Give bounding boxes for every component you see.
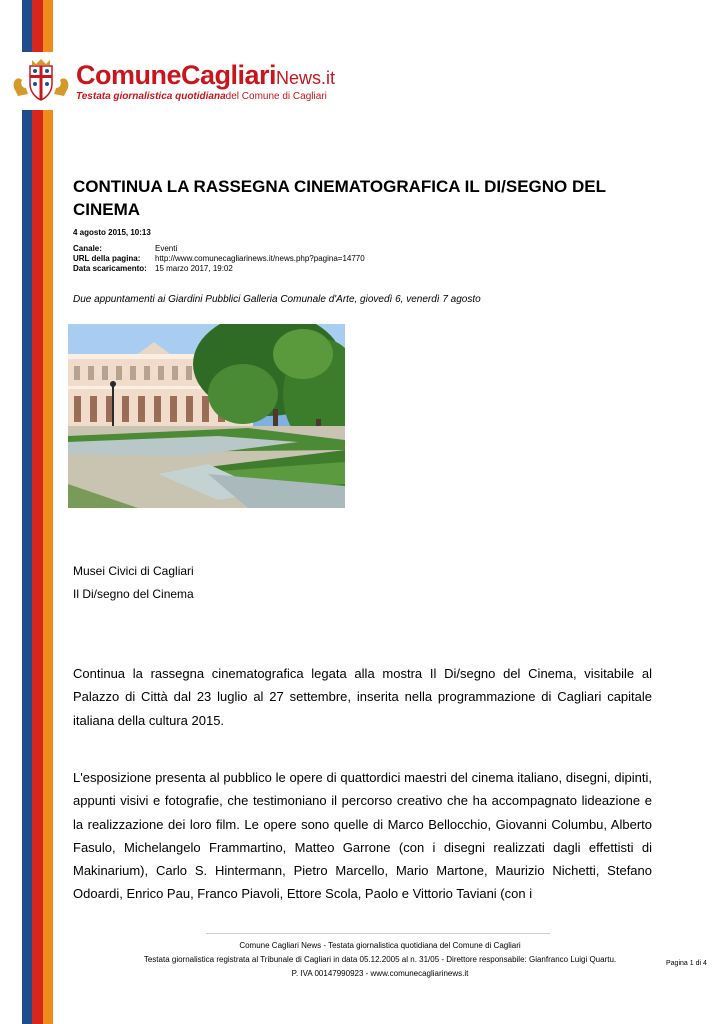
meta-url-link[interactable]: http://www.comunecagliarinews.it/news.php?pagina=14770 — [155, 254, 365, 263]
meta-label: Canale: — [73, 244, 102, 253]
logo-tagline-tail: del Comune di Cagliari — [225, 91, 327, 102]
stripe-orange — [43, 0, 53, 1024]
article-title: CONTINUA LA RASSEGNA CINEMATOGRAFICA IL DI/SEGNO DEL CINEMA — [73, 177, 606, 219]
page-number: Pagina 1 di 4 — [666, 960, 707, 967]
article-paragraph: L'esposizione presenta al pubblico le opere di quattordici maestri del cinema italiano, disegni, dipinti, appunti visivi e fotografie, che testimoniano il percorso creativo che ha accompagnato lideazione e la realizzazione dei loro film. Le opere sono quelle di Marco Bellocchio, Giovanni Columbu, Alberto Fasulo, Michelangelo Frammartino, Matteo Garrone (con i disegni realizzati dagli effettisti di Makinarium), Carlo S. Hintermann, Pietro Marcello, Mario Martone, Maurizio Nichetti, Stefano Odoardi, Enrico Pau, Franco Piavoli, Ettore Scola, Paolo e Vittorio Taviani (con i — [73, 770, 652, 902]
meta-label: URL della pagina: — [73, 254, 141, 263]
logo-wordmark — [76, 60, 335, 93]
meta-value: 15 marzo 2017, 19:02 — [155, 264, 233, 273]
meta-value: Eventi — [155, 244, 178, 253]
article-meta — [73, 244, 365, 274]
intro-line: Musei Civici di Cagliari — [73, 564, 194, 578]
meta-row-canale — [73, 244, 365, 254]
footer-divider — [206, 933, 550, 934]
article-date: 4 agosto 2015, 10:13 — [73, 228, 151, 237]
stripe-red — [32, 0, 43, 1024]
meta-row-url — [73, 254, 365, 264]
logo-tagline — [76, 91, 327, 102]
meta-label: Data scaricamento: — [73, 264, 147, 273]
footer-line: Comune Cagliari News - Testata giornalistica quotidiana del Comune di Cagliari — [239, 941, 521, 950]
meta-row-download-date — [73, 264, 365, 274]
stripe-blue — [22, 0, 32, 1024]
site-logo[interactable] — [10, 58, 336, 106]
page-footer — [110, 939, 650, 981]
footer-line: Testata giornalistica registrata al Tribunale di Cagliari in data 05.12.2005 al n. 31/05 - Direttore responsabile: Gianfranco Luigi Quartu. — [143, 955, 617, 964]
logo-tagline-main: Testata giornalistica quotidiana — [76, 91, 226, 102]
crest-icon — [10, 58, 72, 102]
logo-suffix: News.it — [276, 68, 336, 88]
footer-line: P. IVA 00147990923 - www.comunecagliarinews.it — [291, 969, 469, 978]
article-photo — [68, 324, 345, 508]
article-paragraph: Continua la rassegna cinematografica legata alla mostra Il Di/segno del Cinema, visitabile al Palazzo di Città dal 23 luglio al 27 settembre, inserita nella programmazione di Cagliari capitale italiana della cultura 2015. — [73, 666, 652, 728]
article-subtitle: Due appuntamenti ai Giardini Pubblici Galleria Comunale d'Arte, giovedì 6, venerdì 7 agosto — [73, 294, 481, 305]
intro-line: Il Di/segno del Cinema — [73, 587, 194, 601]
logo-name: ComuneCagliari — [76, 60, 277, 90]
